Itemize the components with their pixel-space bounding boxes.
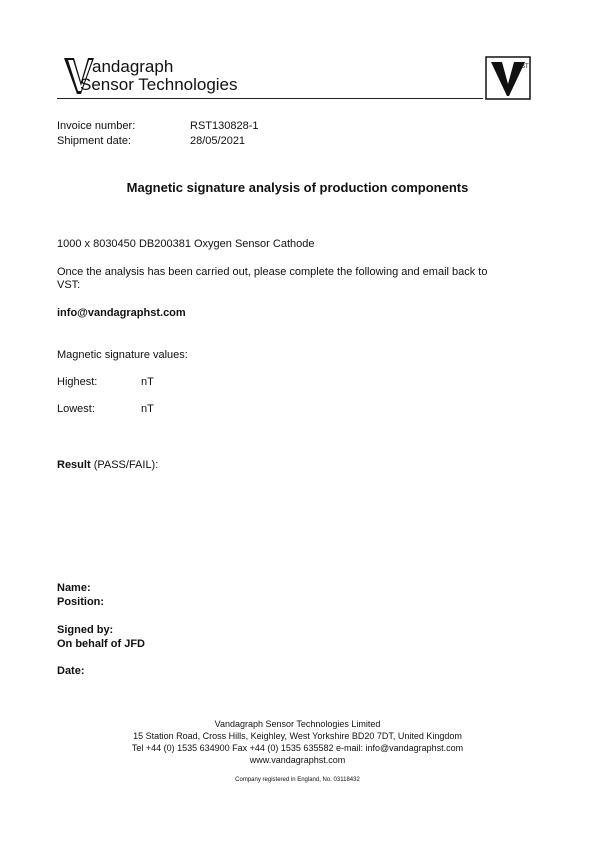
values-heading: Magnetic signature values: (57, 349, 188, 361)
on-behalf-label: On behalf of JFD (57, 638, 145, 650)
signed-by-label: Signed by: (57, 624, 114, 636)
lowest-unit: nT (141, 403, 154, 415)
invoice-number-value: RST130828-1 (190, 120, 259, 132)
footer-contact: Tel +44 (0) 1535 634900 Fax +44 (0) 1535 635582 e-mail: info@vandagraphst.com (131, 743, 464, 753)
product-line: 1000 x 8030450 DB200381 Oxygen Sensor Cathode (57, 238, 315, 250)
footer-registration: Company registered in England, No. 03118432 (235, 777, 360, 783)
invoice-number-label: Invoice number: (57, 120, 136, 132)
vst-badge-text: VST (517, 64, 529, 70)
highest-unit: nT (141, 376, 154, 388)
footer-company: Vandagraph Sensor Technologies Limited (214, 719, 381, 729)
position-label: Position: (57, 596, 105, 608)
result-field (57, 459, 158, 472)
brand-name-line1: andagraph (92, 57, 174, 76)
instruction-line-1: Once the analysis has been carried out, please complete the following and email back to (57, 266, 488, 278)
result-hint: (PASS/FAIL): (93, 459, 159, 471)
date-label: Date: (57, 665, 85, 677)
brand-name-line2: Sensor Technologies (80, 75, 238, 94)
page-title: Magnetic signature analysis of production components (126, 180, 469, 195)
highest-label: Highest: (57, 376, 98, 388)
header-divider (57, 98, 483, 99)
shipment-date-label: Shipment date: (57, 135, 131, 147)
footer-website[interactable]: www.vandagraphst.com (249, 755, 346, 765)
lowest-label: Lowest: (57, 403, 95, 415)
footer-address: 15 Station Road, Cross Hills, Keighley, West Yorkshire BD20 7DT, United Kingdom (133, 731, 462, 741)
shipment-date-value: 28/05/2021 (190, 135, 246, 147)
contact-email[interactable]: info@vandagraphst.com (57, 307, 186, 319)
result-label: Result (57, 459, 91, 471)
vst-badge-logo (485, 56, 531, 100)
instruction-line-2: VST: (57, 279, 81, 291)
name-label: Name: (57, 582, 91, 594)
